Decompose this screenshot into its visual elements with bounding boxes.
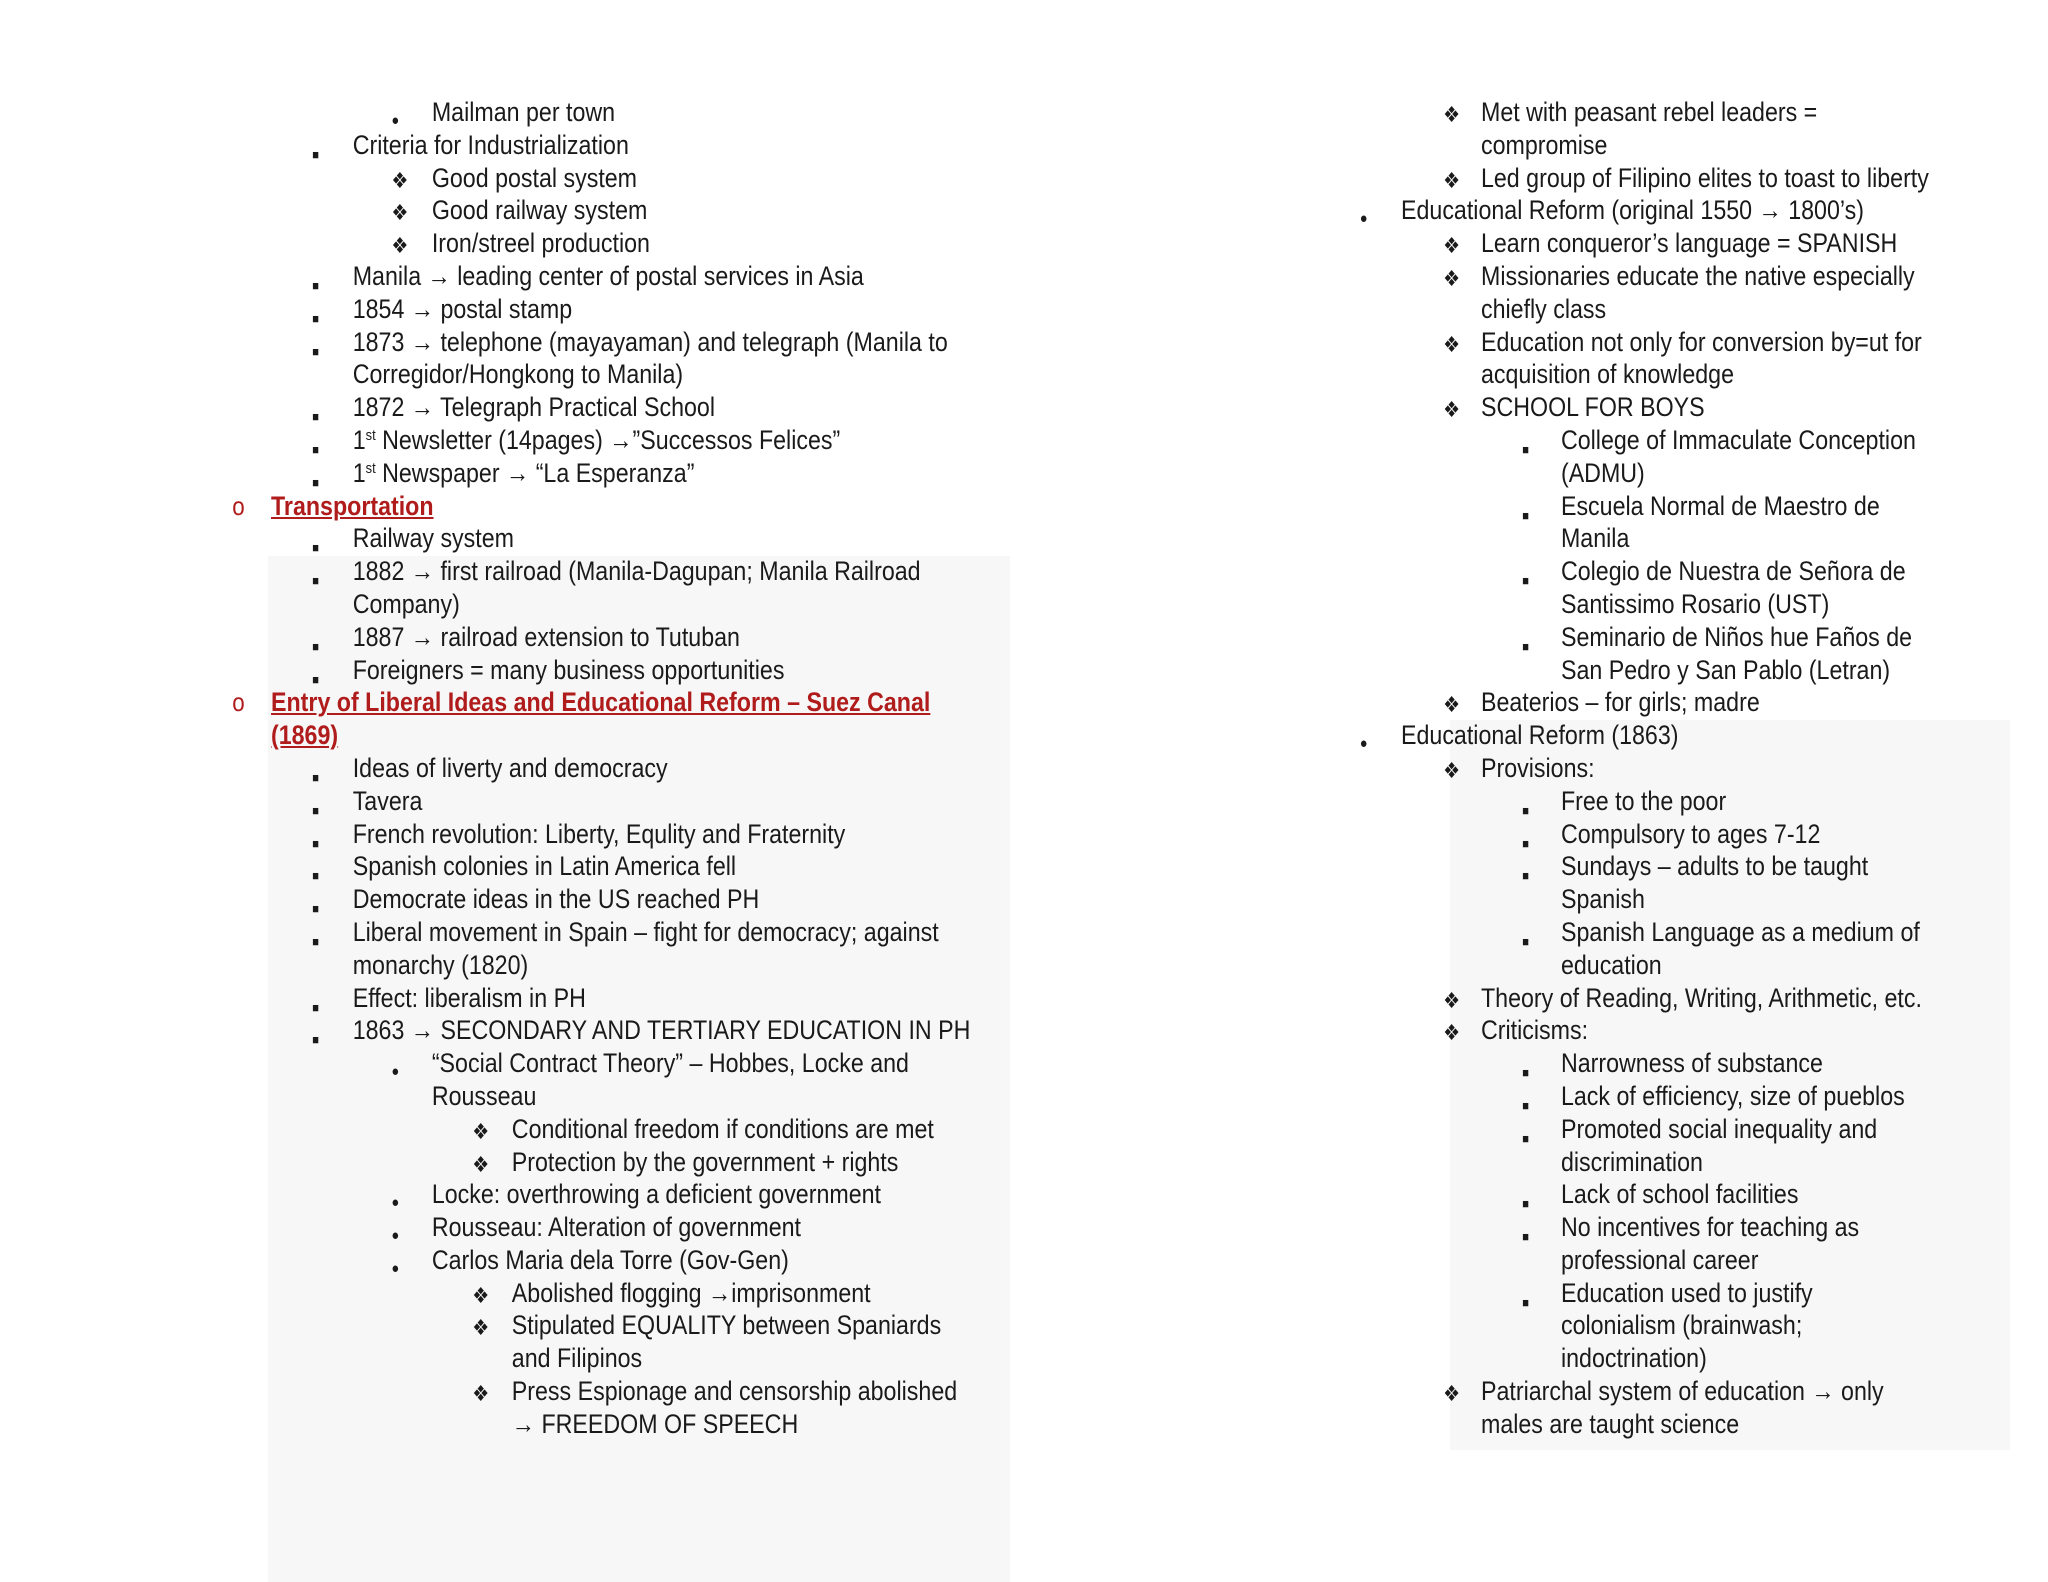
item-text: Rousseau: Alteration of government (431, 1212, 801, 1243)
item-text: Spanish Language as a medium of (1560, 916, 1920, 947)
outline-item (1358, 1047, 1943, 1080)
outline-item (228, 752, 933, 785)
outline-item (228, 1146, 933, 1179)
item-text: SCHOOL FOR BOYS (1480, 392, 1705, 423)
diamond-bullet-icon: ❖ (1443, 1020, 1461, 1046)
item-text: 1872 → Telegraph Practical School (352, 392, 715, 423)
outline-item (228, 522, 933, 555)
diamond-bullet-icon: ❖ (1443, 331, 1461, 357)
outline-item (228, 621, 933, 654)
item-text: Tavera (352, 785, 423, 816)
section-heading (228, 490, 933, 523)
item-text: Criteria for Industrialization (352, 129, 629, 160)
item-text: San Pedro y San Pablo (Letran) (1560, 654, 1891, 685)
item-text: Iron/streel production (431, 228, 650, 259)
item-text: Education used to justify (1560, 1277, 1813, 1308)
item-text: males are taught science (1480, 1408, 1740, 1439)
square-bullet-icon: ■ (1522, 1065, 1530, 1081)
diamond-bullet-icon: ❖ (472, 1315, 490, 1341)
outline-item (1358, 916, 1943, 982)
item-text: 1st Newsletter (14pages) →”Successos Felices” (352, 424, 841, 455)
outline-item (1358, 1014, 1943, 1047)
diamond-bullet-icon: ❖ (1443, 265, 1461, 291)
outline-item (1358, 1080, 1943, 1113)
item-text: Led group of Filipino elites to toast to liberty (1480, 162, 1929, 193)
item-text: Company) (352, 588, 460, 619)
dot-bullet-icon: ● (391, 1259, 400, 1277)
item-text: Lack of school facilities (1560, 1179, 1799, 1210)
dot-bullet-icon: ● (1359, 210, 1368, 228)
outline-item (228, 424, 933, 457)
outline-item (1358, 818, 1943, 851)
item-text: Spanish colonies in Latin America fell (352, 851, 737, 882)
outline-item (228, 1375, 958, 1441)
item-text: Corregidor/Hongkong to Manila) (352, 359, 684, 390)
outline-item (228, 1047, 933, 1113)
diamond-bullet-icon: ❖ (1443, 757, 1461, 783)
outline-item (1358, 719, 1943, 752)
outline-item (1358, 752, 1943, 785)
outline-item (1358, 227, 1943, 260)
diamond-bullet-icon: ❖ (1443, 1381, 1461, 1407)
outline-item (228, 293, 933, 326)
square-bullet-icon: ■ (312, 802, 320, 818)
outline-item (228, 1113, 933, 1146)
square-bullet-icon: ■ (1522, 802, 1530, 818)
outline-item (228, 162, 933, 195)
diamond-bullet-icon: ❖ (391, 233, 409, 259)
outline-item (228, 850, 933, 883)
item-text: Escuela Normal de Maestro de (1560, 490, 1880, 521)
outline-item (228, 457, 933, 490)
square-bullet-icon: ■ (312, 1032, 320, 1048)
item-text: Missionaries educate the native especially (1480, 260, 1915, 291)
outline-item (228, 391, 933, 424)
outline-item (228, 96, 933, 129)
item-text: discrimination (1560, 1146, 1703, 1177)
outline-item (1358, 326, 1943, 392)
square-bullet-icon: ■ (1522, 1294, 1530, 1310)
square-bullet-icon: ■ (1522, 573, 1530, 589)
item-text: Abolished flogging →imprisonment (511, 1277, 871, 1308)
item-text: Mailman per town (431, 97, 616, 127)
diamond-bullet-icon: ❖ (391, 167, 409, 193)
item-text: professional career (1560, 1244, 1759, 1275)
outline-item (1358, 162, 1943, 195)
square-bullet-icon: ■ (1522, 1097, 1530, 1113)
item-text: (ADMU) (1560, 457, 1645, 488)
item-text: (1869) (271, 720, 339, 751)
item-text: French revolution: Liberty, Equlity and Fraternity (352, 818, 846, 849)
diamond-bullet-icon: ❖ (472, 1282, 490, 1308)
item-text: Criticisms: (1480, 1015, 1589, 1046)
dot-bullet-icon: ● (1359, 735, 1368, 753)
outline-item (228, 129, 933, 162)
item-text: Spanish (1560, 884, 1645, 915)
outline-item (1358, 96, 1943, 162)
item-text: Entry of Liberal Ideas and Educational Reform – Suez Canal (271, 687, 931, 718)
dot-bullet-icon: ● (391, 1063, 400, 1081)
outline-item (1358, 194, 1943, 227)
outline-item (1358, 555, 1943, 621)
outline-item (228, 654, 933, 687)
diamond-bullet-icon: ❖ (1443, 692, 1461, 718)
item-text: chiefly class (1480, 293, 1607, 324)
square-bullet-icon: ■ (312, 671, 320, 687)
diamond-bullet-icon: ❖ (472, 1151, 490, 1177)
item-text: Compulsory to ages 7-12 (1560, 818, 1821, 849)
square-bullet-icon: ■ (312, 474, 320, 490)
outline-item (1358, 391, 1943, 424)
item-text: Free to the poor (1560, 785, 1727, 816)
square-bullet-icon: ■ (1522, 441, 1530, 457)
outline-item (228, 1277, 933, 1310)
item-text: Santissimo Rosario (UST) (1560, 588, 1830, 619)
item-text: Railway system (352, 523, 514, 554)
item-text: Democrate ideas in the US reached PH (352, 884, 760, 915)
item-text: Manila → leading center of postal services in Asia (352, 260, 864, 291)
outline-item (1358, 1178, 1943, 1211)
item-text: Education not only for conversion by=ut for (1480, 326, 1922, 357)
item-text: 1873 → telephone (mayayaman) and telegraph (Manila to (352, 326, 948, 357)
item-text: Carlos Maria dela Torre (Gov-Gen) (431, 1244, 789, 1275)
square-bullet-icon: ■ (312, 999, 320, 1015)
item-text: Effect: liberalism in PH (352, 982, 586, 1013)
outline-item (1358, 621, 1943, 687)
square-bullet-icon: ■ (312, 409, 320, 425)
item-text: 1863 → SECONDARY AND TERTIARY EDUCATION IN PH (352, 1015, 971, 1046)
item-text: Colegio de Nuestra de Señora de (1560, 556, 1906, 587)
item-text: Conditional freedom if conditions are met (511, 1113, 934, 1144)
item-text: Ideas of liverty and democracy (352, 752, 668, 783)
item-text: Met with peasant rebel leaders = (1480, 97, 1818, 127)
outline-item (1358, 1277, 1943, 1375)
item-text: Transportation (271, 490, 434, 521)
item-text: Educational Reform (original 1550 → 1800’s) (1401, 195, 1864, 226)
item-text: Press Espionage and censorship abolished (511, 1376, 958, 1407)
item-text: 1882 → first railroad (Manila-Dagupan; Manila Railroad (352, 556, 921, 587)
item-text: Liberal movement in Spain – fight for democracy; against (352, 916, 939, 947)
square-bullet-icon: ■ (312, 901, 320, 917)
square-bullet-icon: ■ (312, 933, 320, 949)
item-text: 1st Newspaper → “La Esperanza” (352, 457, 695, 488)
diamond-bullet-icon: ❖ (391, 200, 409, 226)
square-bullet-icon: ■ (312, 310, 320, 326)
item-text: indoctrination) (1560, 1343, 1707, 1374)
square-bullet-icon: ■ (312, 146, 320, 162)
diamond-bullet-icon: ❖ (472, 1381, 490, 1407)
dot-bullet-icon: ● (391, 1227, 400, 1245)
outline-item (228, 194, 933, 227)
item-text: Stipulated EQUALITY between Spaniards (511, 1310, 942, 1341)
item-text: Theory of Reading, Writing, Arithmetic, etc. (1480, 982, 1922, 1013)
outline-item (228, 1244, 933, 1277)
outline-item (228, 260, 933, 293)
outline-item (1358, 1113, 1943, 1179)
item-text: Sundays – adults to be taught (1560, 851, 1869, 882)
square-bullet-icon: ■ (1522, 1130, 1530, 1146)
item-text: Protection by the government + rights (511, 1146, 899, 1177)
item-text: College of Immaculate Conception (1560, 424, 1916, 455)
item-text: Learn conqueror’s language = SPANISH (1480, 228, 1898, 259)
item-text: and Filipinos (511, 1343, 643, 1374)
outline-item (1358, 490, 1943, 556)
square-bullet-icon: ■ (312, 277, 320, 293)
outline-item (1358, 850, 1943, 916)
item-text: compromise (1480, 129, 1608, 160)
outline-item (228, 1014, 971, 1048)
item-text: Good postal system (431, 162, 638, 193)
outline-item (228, 818, 933, 851)
outline-item (1358, 1375, 1943, 1441)
outline-item (228, 326, 948, 392)
diamond-bullet-icon: ❖ (1443, 987, 1461, 1013)
item-text: Beaterios – for girls; madre (1480, 687, 1760, 718)
circle-bullet-icon: o (232, 490, 245, 521)
right-column (1358, 96, 2038, 1441)
square-bullet-icon: ■ (1522, 638, 1530, 654)
item-text: Lack of efficiency, size of pueblos (1560, 1080, 1905, 1111)
square-bullet-icon: ■ (312, 343, 320, 359)
square-bullet-icon: ■ (312, 638, 320, 654)
item-text: Manila (1560, 523, 1630, 554)
item-text: Provisions: (1480, 752, 1595, 783)
square-bullet-icon: ■ (1522, 868, 1530, 884)
square-bullet-icon: ■ (312, 573, 320, 589)
item-text: Promoted social inequality and (1560, 1113, 1878, 1144)
outline-item (228, 982, 933, 1015)
diamond-bullet-icon: ❖ (1443, 102, 1461, 127)
item-text: Good railway system (431, 195, 648, 226)
item-text: Foreigners = many business opportunities (352, 654, 785, 685)
square-bullet-icon: ■ (1522, 507, 1530, 523)
outline-item (228, 916, 939, 982)
square-bullet-icon: ■ (312, 868, 320, 884)
square-bullet-icon: ■ (312, 441, 320, 457)
outline-item (228, 1211, 933, 1244)
left-column (228, 96, 1048, 1441)
dot-bullet-icon: ● (391, 112, 400, 129)
square-bullet-icon: ■ (1522, 1196, 1530, 1212)
outline-item (228, 1309, 942, 1375)
outline-item (228, 883, 933, 916)
item-text: education (1560, 949, 1662, 980)
section-heading (228, 686, 933, 752)
outline-item (228, 227, 933, 260)
item-text: Rousseau (431, 1080, 537, 1111)
square-bullet-icon: ■ (312, 769, 320, 785)
item-text: Patriarchal system of education → only (1480, 1376, 1884, 1407)
item-text: → FREEDOM OF SPEECH (511, 1408, 799, 1439)
square-bullet-icon: ■ (1522, 835, 1530, 851)
square-bullet-icon: ■ (1522, 933, 1530, 949)
square-bullet-icon: ■ (312, 540, 320, 556)
item-text: “Social Contract Theory” – Hobbes, Locke and (431, 1048, 909, 1079)
item-text: No incentives for teaching as (1560, 1212, 1860, 1243)
outline-item (1358, 982, 1943, 1015)
item-text: acquisition of knowledge (1480, 359, 1734, 390)
outline-item (1358, 785, 1943, 818)
outline-item (228, 555, 933, 621)
diamond-bullet-icon: ❖ (472, 1118, 490, 1144)
item-text: 1854 → postal stamp (352, 293, 573, 324)
outline-item (228, 1178, 933, 1211)
diamond-bullet-icon: ❖ (1443, 167, 1461, 193)
item-text: monarchy (1820) (352, 949, 529, 980)
outline-item (1358, 1211, 1943, 1277)
outline-item (1358, 260, 1943, 326)
circle-bullet-icon: o (232, 687, 245, 718)
item-text: Locke: overthrowing a deficient government (431, 1179, 881, 1210)
diamond-bullet-icon: ❖ (1443, 397, 1461, 423)
diamond-bullet-icon: ❖ (1443, 233, 1461, 259)
outline-item (1358, 424, 1943, 490)
square-bullet-icon: ■ (312, 835, 320, 851)
dot-bullet-icon: ● (391, 1194, 400, 1212)
item-text: Seminario de Niños hue Faños de (1560, 621, 1913, 652)
item-text: 1887 → railroad extension to Tutuban (352, 621, 740, 652)
item-text: Educational Reform (1863) (1401, 720, 1679, 751)
outline-item (1358, 686, 1943, 719)
item-text: Narrowness of substance (1560, 1048, 1823, 1079)
square-bullet-icon: ■ (1522, 1229, 1530, 1245)
item-text: colonialism (brainwash; (1560, 1310, 1803, 1341)
outline-item (228, 785, 933, 818)
